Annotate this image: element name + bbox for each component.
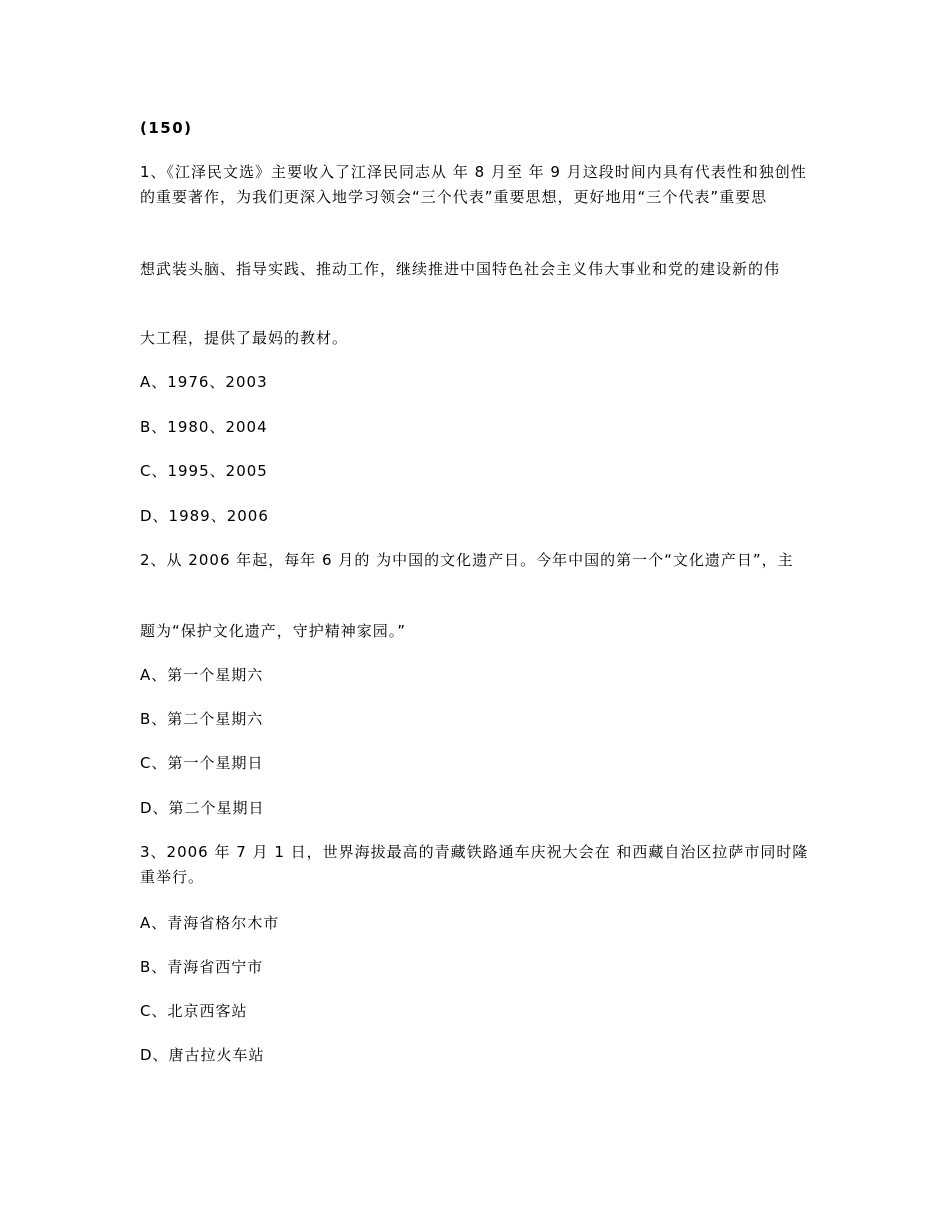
question-2-option-b: B、第二个星期六 <box>140 710 264 728</box>
question-1-option-d: D、1989、2006 <box>140 507 269 525</box>
question-1-option-a: A、1976、2003 <box>140 373 268 391</box>
question-3-option-a: A、青海省格尔木市 <box>140 914 280 932</box>
question-3-option-b: B、青海省西宁市 <box>140 958 264 976</box>
question-1-stem-part-2: 想武装头脑、指导实践、推动工作，继续推进中国特色社会主义伟大事业和党的建设新的伟 <box>140 260 781 278</box>
question-2-option-c: C、第一个星期日 <box>140 754 264 772</box>
question-3-option-c: C、北京西客站 <box>140 1002 248 1020</box>
question-1-option-c: C、1995、2005 <box>140 462 268 480</box>
question-1-stem-part-1: 1、《江泽民文选》主要收入了江泽民同志从 年 8 月至 年 9 月这段时间内具有代表性和独创性的重要著作，为我们更深入地学习领会“三个代表”重要思想，更好地用“三个代表”重要思 <box>140 163 807 206</box>
question-1-option-b: B、1980、2004 <box>140 418 268 436</box>
question-2-option-a: A、第一个星期六 <box>140 666 264 684</box>
page-heading: (150) <box>140 119 193 137</box>
question-2-stem-part-1: 2、从 2006 年起，每年 6 月的 为中国的文化遗产日。今年中国的第一个“文化遗产日”，主 <box>140 551 794 569</box>
question-3-option-d: D、唐古拉火车站 <box>140 1046 265 1064</box>
question-2-option-d: D、第二个星期日 <box>140 799 265 817</box>
question-1-stem-part-3: 大工程，提供了最妈的教材。 <box>140 329 349 347</box>
question-2-stem-part-2: 题为“保护文化遗产，守护精神家园。” <box>140 622 407 640</box>
question-3-stem: 3、2006 年 7 月 1 日，世界海拔最高的青藏铁路通车庆祝大会在 和西藏自治区拉萨市同时隆重举行。 <box>140 843 809 886</box>
